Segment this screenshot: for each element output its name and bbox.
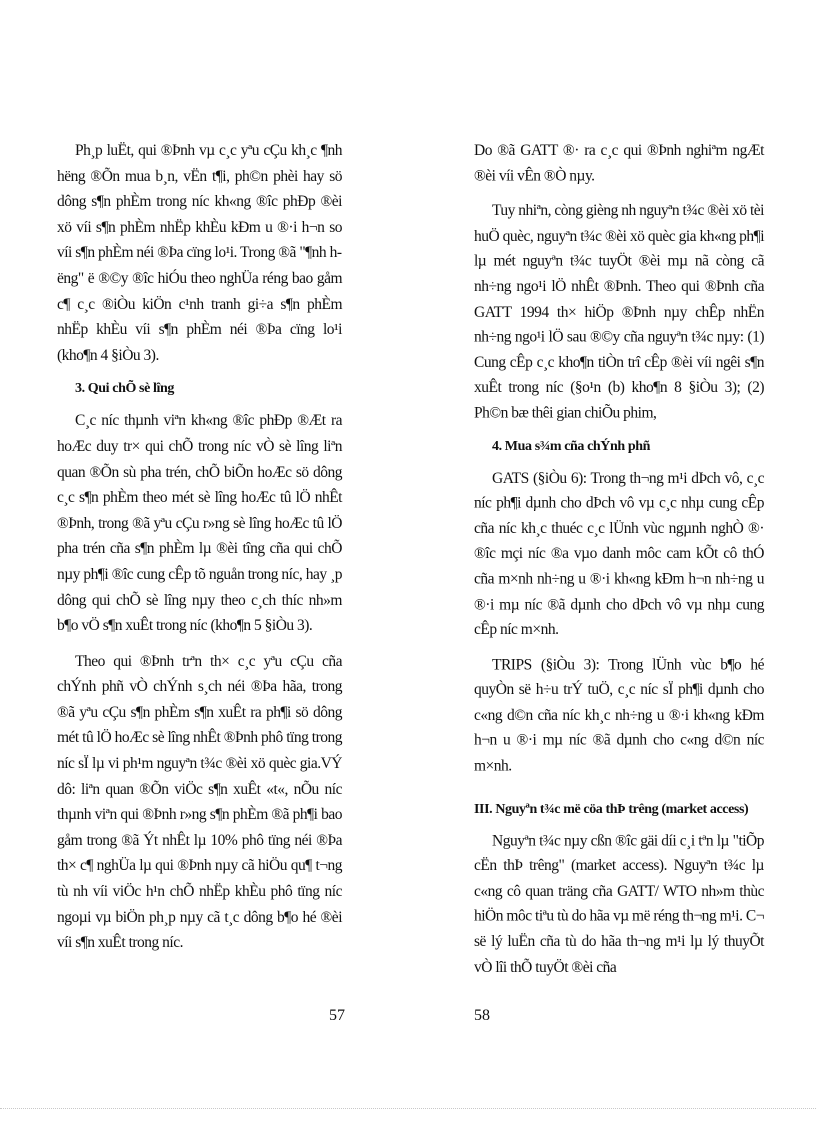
left-page-column [57,138,342,966]
left-paragraph-1: Ph¸p luËt, qui ®Þnh vµ c¸c yªu cÇu kh¸c ¶nh hëng ®Õn mua b¸n, vËn t¶i, ph©n phèi hay sö dông s¶n phÈm trong níc kh«ng ®îc phÐp ®èi xö víi s¶n phÈm nhËp khÈu kÐm u ®·i h¬n so víi s¶n phÈm néi ®Þa cïng lo¹i. Trong ®ã "¶nh hëng" ë ®©y ®îc hiÓu theo nghÜa réng bao gåm c¶ c¸c ®iÒu kiÖn c¹nh tranh gi÷a s¶n phÈm nhËp khÈu víi s¶n phÈm néi ®Þa cïng lo¹i (kho¶n 4 §iÒu 3). [57,142,342,364]
page-number-left: 57 [329,1007,345,1024]
left-paragraph-2: C¸c níc thµnh viªn kh«ng ®îc phÐp ®Æt ra hoÆc duy tr× qui chÕ trong níc vÒ sè lîng liªn quan ®Õn sù pha trén, chÕ biÕn hoÆc sö dông c¸c s¶n phÈm theo mét sè lîng hoÆc tû lÖ nhÊt ®Þnh, trong ®ã yªu cÇu r»ng sè lîng hoÆc tû lÖ pha trén cña s¶n phÈm lµ ®èi tîng cña qui chÕ nµy ph¶i ®îc cung cÊp tõ nguån trong níc, hay ¸p dông qui chÕ sè lîng nµy theo c¸ch thíc nh»m b¶o vÖ s¶n xuÊt trong níc (kho¶n 5 §iÒu 3). [57,412,342,635]
heading-4: 4. Mua s¾m cña chÝnh phñ [492,438,651,454]
heading-3: 3. Qui chÕ sè lîng [75,381,174,397]
right-paragraph-trips: TRIPS (§iÒu 3): Trong lÜnh vùc b¶o hé quyÒn së h÷u trÝ tuÖ, c¸c níc sÏ ph¶i dµnh cho c«ng d©n cña níc kh¸c nh÷ng u ®·i kh«ng kÐm h¬n u ®·i mµ níc ®ã dµnh cho c«ng d©n níc m×nh. [474,656,764,775]
page-number-right: 58 [474,1007,490,1024]
right-paragraph-2: Tuy nhiªn, còng gièng nh nguyªn t¾c ®èi xö tèi huÖ quèc, nguyªn t¾c ®èi xö quèc gia kh«ng ph¶i lµ mét nguyªn t¾c tuyÖt ®èi mµ nã còng cã nh÷ng ngo¹i lÖ nhÊt ®Þnh. Theo qui ®Þnh cña GATT 1994 th× hiÖp ®Þnh nµy chÊp nhËn nh÷ng ngo¹i lÖ sau ®©y cña nguyªn t¾c nµy: (1) Cung cÊp c¸c kho¶n tiÒn trî cÊp ®èi víi ngêi s¶n xuÊt trong níc (§o¹n (b) kho¶n 8 §iÒu 3); (2) Ph©n bæ thêi gian chiÕu phim, [474,202,764,422]
right-paragraph-iii: Nguyªn t¾c nµy cßn ®îc gäi díi c¸i tªn lµ "tiÕp cËn thÞ trêng" (market access). Nguyªn t¾c lµ c«ng cô quan träng cña GATT/ WTO nh»m thùc hiÖn môc tiªu tù do hãa vµ më réng th¬ng m¹i. C¬ së lý luËn cña tù do hãa th¬ng m¹i lµ lý thuyÕt vÒ lîi thÕ tuyÖt ®èi cña [474,832,764,976]
right-page-column [474,138,764,990]
heading-iii: III. Nguyªn t¾c më cöa thÞ trêng (market access) [474,801,749,817]
right-paragraph-gats: GATS (§iÒu 6): Trong th¬ng m¹i dÞch vô, c¸c níc ph¶i dµnh cho dÞch vô vµ c¸c nhµ cung cÊp cña níc kh¸c thuéc c¸c lÜnh vùc ngµnh nghÒ ®· ®îc mçi níc ®a vµo danh môc cam kÕt cô thÓ cña m×nh nh÷ng u ®·i kh«ng kÐm h¬n nh÷ng u ®·i mµ níc ®ã dµnh cho dÞch vô vµ nhµ cung cÊp níc m×nh. [474,469,764,639]
right-paragraph-1: Do ®ã GATT ®· ra c¸c qui ®Þnh nghiªm ngÆt ®èi víi vÊn ®Ò nµy. [474,141,764,185]
left-paragraph-3: Theo qui ®Þnh trªn th× c¸c yªu cÇu cña chÝnh phñ vÒ chÝnh s¸ch néi ®Þa hãa, trong ®ã yªu cÇu s¶n phÈm s¶n xuÊt ra ph¶i sö dông mét tû lÖ hoÆc sè lîng nhÊt ®Þnh phô tïng trong níc sÏ lµ vi ph¹m nguyªn t¾c ®èi xö quèc gia.VÝ dô: liªn quan ®Õn viÖc s¶n xuÊt «t«, nÕu níc thµnh viªn qui ®Þnh r»ng s¶n phÈm ®ã ph¶i bao gåm trong ®ã Ýt nhÊt lµ 10% phô tïng néi ®Þa th× c¶ nghÜa lµ qui ®Þnh nµy cã hiÖu qu¶ t¬ng tù nh víi viÖc h¹n chÕ nhËp khÈu phô tïng níc ngoµi vµ biÖn ph¸p nµy cã t¸c dông b¶o hé ®èi víi s¶n xuÊt trong níc. [57,652,342,952]
page-cut-line [0,1108,816,1109]
